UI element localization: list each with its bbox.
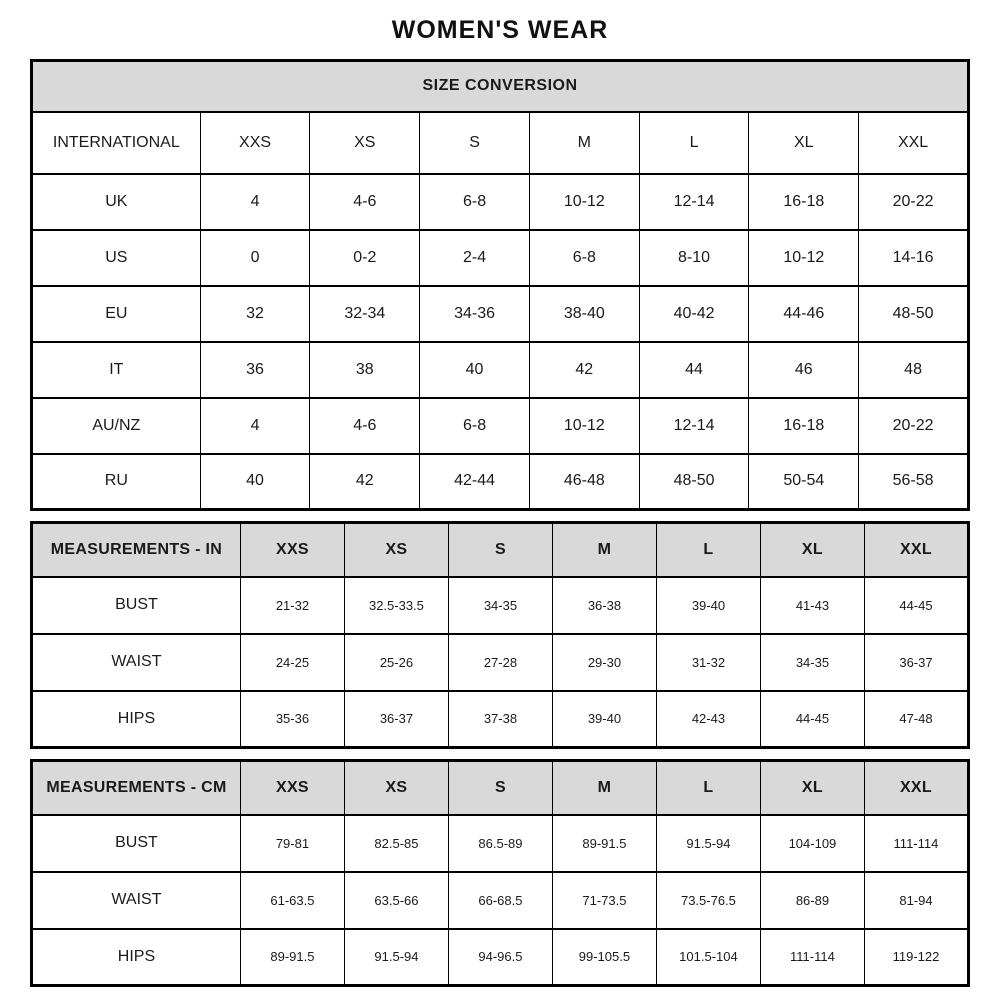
table-row <box>32 342 969 398</box>
table-cell: 46 <box>749 342 859 398</box>
table-cell: 38-40 <box>529 286 639 342</box>
table-cell: 42-44 <box>420 454 530 510</box>
measurements_in-column-header: XS <box>344 523 448 577</box>
table-cell: 4 <box>200 398 310 454</box>
table-cell: 42 <box>310 454 420 510</box>
measurements_in-column-header: L <box>656 523 760 577</box>
table-cell: 48 <box>859 342 969 398</box>
table-cell: 2-4 <box>420 230 530 286</box>
table-cell: 46-48 <box>529 454 639 510</box>
table-row <box>32 872 969 929</box>
table-cell: 47-48 <box>864 691 968 748</box>
table-cell: 39-40 <box>656 577 760 634</box>
table-cell: 4-6 <box>310 398 420 454</box>
table-cell: 42 <box>529 342 639 398</box>
row-label: EU <box>32 286 201 342</box>
table-cell: 14-16 <box>859 230 969 286</box>
table-cell: 91.5-94 <box>656 815 760 872</box>
table-cell: 39-40 <box>552 691 656 748</box>
table-cell: 41-43 <box>760 577 864 634</box>
table-cell: 56-58 <box>859 454 969 510</box>
measurements-inches-table <box>30 521 970 749</box>
row-label: HIPS <box>32 691 241 748</box>
table-cell: 35-36 <box>240 691 344 748</box>
row-label: IT <box>32 342 201 398</box>
table-cell: 40 <box>420 342 530 398</box>
table-cell: 16-18 <box>749 174 859 230</box>
table-cell: 63.5-66 <box>344 872 448 929</box>
table-cell: 0-2 <box>310 230 420 286</box>
table-cell: 25-26 <box>344 634 448 691</box>
table-cell: 10-12 <box>749 230 859 286</box>
table-cell: 40 <box>200 454 310 510</box>
table-cell: 16-18 <box>749 398 859 454</box>
table-cell: 119-122 <box>864 929 968 986</box>
table-cell: 12-14 <box>639 174 749 230</box>
size-conversion-table <box>30 59 970 511</box>
measurements_in-column-header: S <box>448 523 552 577</box>
table-cell: 101.5-104 <box>656 929 760 986</box>
table-cell: 37-38 <box>448 691 552 748</box>
table-row <box>32 286 969 342</box>
table-row <box>32 577 969 634</box>
table-row <box>32 398 969 454</box>
measurements_in-column-header: XL <box>760 523 864 577</box>
table-cell: 24-25 <box>240 634 344 691</box>
table-cell: 8-10 <box>639 230 749 286</box>
table-row <box>32 929 969 986</box>
size_conversion-column-header: L <box>639 112 749 174</box>
table-cell: 111-114 <box>760 929 864 986</box>
table-row <box>32 634 969 691</box>
table-cell: 44 <box>639 342 749 398</box>
size_conversion-column-header: XXL <box>859 112 969 174</box>
row-label: BUST <box>32 815 241 872</box>
row-label: WAIST <box>32 634 241 691</box>
table-cell: 86.5-89 <box>448 815 552 872</box>
measurements_in-row-header-label: MEASUREMENTS - IN <box>32 523 241 577</box>
table-cell: 82.5-85 <box>344 815 448 872</box>
row-label: UK <box>32 174 201 230</box>
table-cell: 36-37 <box>864 634 968 691</box>
table-cell: 44-46 <box>749 286 859 342</box>
table-cell: 20-22 <box>859 398 969 454</box>
measurements_cm-column-header: XL <box>760 761 864 815</box>
table-cell: 36 <box>200 342 310 398</box>
size_conversion-column-header: S <box>420 112 530 174</box>
table-cell: 89-91.5 <box>552 815 656 872</box>
table-cell: 61-63.5 <box>240 872 344 929</box>
row-label: AU/NZ <box>32 398 201 454</box>
table-cell: 20-22 <box>859 174 969 230</box>
measurements_cm-header-row <box>32 761 969 815</box>
table-cell: 10-12 <box>529 174 639 230</box>
table-cell: 71-73.5 <box>552 872 656 929</box>
table-cell: 44-45 <box>760 691 864 748</box>
size_conversion-column-header: XS <box>310 112 420 174</box>
table-cell: 0 <box>200 230 310 286</box>
table-cell: 99-105.5 <box>552 929 656 986</box>
size_conversion-column-header: M <box>529 112 639 174</box>
row-label: RU <box>32 454 201 510</box>
size_conversion-row-header-label: INTERNATIONAL <box>32 112 201 174</box>
table-cell: 38 <box>310 342 420 398</box>
table-cell: 48-50 <box>639 454 749 510</box>
size_conversion-column-header: XL <box>749 112 859 174</box>
table-cell: 111-114 <box>864 815 968 872</box>
table-cell: 4 <box>200 174 310 230</box>
measurements_cm-column-header: XXL <box>864 761 968 815</box>
table-cell: 36-37 <box>344 691 448 748</box>
table-cell: 34-35 <box>448 577 552 634</box>
table-cell: 48-50 <box>859 286 969 342</box>
measurements_cm-column-header: L <box>656 761 760 815</box>
measurements_in-column-header: XXS <box>240 523 344 577</box>
table-cell: 31-32 <box>656 634 760 691</box>
table-row <box>32 174 969 230</box>
size_conversion-column-header: XXS <box>200 112 310 174</box>
table-cell: 79-81 <box>240 815 344 872</box>
measurements_cm-row-header-label: MEASUREMENTS - CM <box>32 761 241 815</box>
size_conversion-header-row <box>32 112 969 174</box>
table-cell: 21-32 <box>240 577 344 634</box>
measurements_cm-column-header: M <box>552 761 656 815</box>
measurements_cm-column-header: XXS <box>240 761 344 815</box>
table-row <box>32 454 969 510</box>
table-cell: 73.5-76.5 <box>656 872 760 929</box>
table-cell: 36-38 <box>552 577 656 634</box>
table-cell: 29-30 <box>552 634 656 691</box>
table-cell: 34-35 <box>760 634 864 691</box>
table-cell: 50-54 <box>749 454 859 510</box>
row-label: HIPS <box>32 929 241 986</box>
measurements_in-column-header: XXL <box>864 523 968 577</box>
table-cell: 94-96.5 <box>448 929 552 986</box>
table-cell: 32 <box>200 286 310 342</box>
measurements_in-header-row <box>32 523 969 577</box>
row-label: US <box>32 230 201 286</box>
table-cell: 6-8 <box>529 230 639 286</box>
table-cell: 27-28 <box>448 634 552 691</box>
measurements_cm-column-header: S <box>448 761 552 815</box>
row-label: BUST <box>32 577 241 634</box>
table-cell: 89-91.5 <box>240 929 344 986</box>
table-cell: 34-36 <box>420 286 530 342</box>
size_conversion-banner: SIZE CONVERSION <box>32 61 969 112</box>
table-cell: 81-94 <box>864 872 968 929</box>
table-cell: 44-45 <box>864 577 968 634</box>
table-cell: 12-14 <box>639 398 749 454</box>
size_conversion-banner-row <box>32 61 969 112</box>
table-cell: 86-89 <box>760 872 864 929</box>
table-row <box>32 815 969 872</box>
table-row <box>32 691 969 748</box>
table-cell: 6-8 <box>420 174 530 230</box>
table-cell: 6-8 <box>420 398 530 454</box>
measurements_in-column-header: M <box>552 523 656 577</box>
measurements_cm-column-header: XS <box>344 761 448 815</box>
table-cell: 42-43 <box>656 691 760 748</box>
row-label: WAIST <box>32 872 241 929</box>
table-cell: 40-42 <box>639 286 749 342</box>
page-title: WOMEN'S WEAR <box>391 16 609 44</box>
table-cell: 10-12 <box>529 398 639 454</box>
table-cell: 66-68.5 <box>448 872 552 929</box>
table-cell: 32.5-33.5 <box>344 577 448 634</box>
table-cell: 104-109 <box>760 815 864 872</box>
measurements-centimeters-table <box>30 759 970 987</box>
table-row <box>32 230 969 286</box>
table-cell: 32-34 <box>310 286 420 342</box>
table-cell: 91.5-94 <box>344 929 448 986</box>
table-cell: 4-6 <box>310 174 420 230</box>
